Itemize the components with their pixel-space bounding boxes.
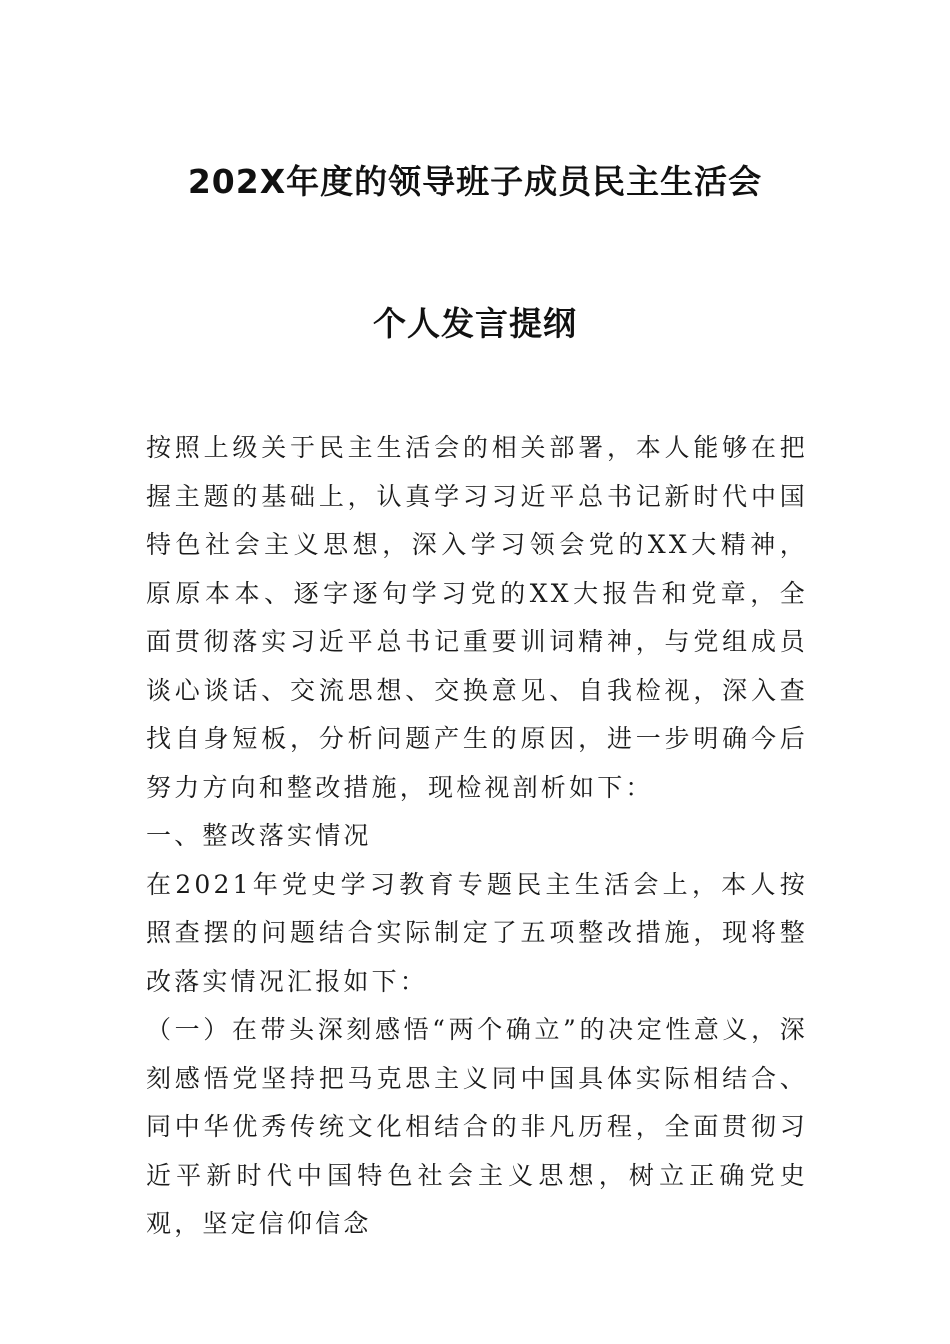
section-heading: 一、整改落实情况: [146, 821, 372, 850]
document-subtitle: 个人发言提纲: [373, 304, 577, 343]
document-title: 202X年度的领导班子成员民主生活会: [187, 162, 763, 201]
subsection-paragraph: （一）在带头深刻感悟“两个确立”的决定性意义，深刻感悟党坚持把马克思主义同中国具体实际相结合、同中华优秀传统文化相结合的非凡历程，全面贯彻习近平新时代中国特色社会主义思想，树立正确党史观，坚定信仰信念: [146, 1015, 808, 1238]
document-body: [146, 424, 808, 1249]
section-paragraph: 在2021年党史学习教育专题民主生活会上，本人按照查摆的问题结合实际制定了五项整改措施，现将整改落实情况汇报如下：: [146, 869, 808, 996]
intro-paragraph: 按照上级关于民主生活会的相关部署，本人能够在把握主题的基础上，认真学习习近平总书记新时代中国特色社会主义思想，深入学习领会党的XX大精神，原原本本、逐字逐句学习党的XX大报告和党章，全面贯彻落实习近平总书记重要训词精神，与党组成员谈心谈话、交流思想、交换意见、自我检视，深入查找自身短板，分析问题产生的原因，进一步明确今后努力方向和整改措施，现检视剖析如下：: [146, 433, 808, 802]
